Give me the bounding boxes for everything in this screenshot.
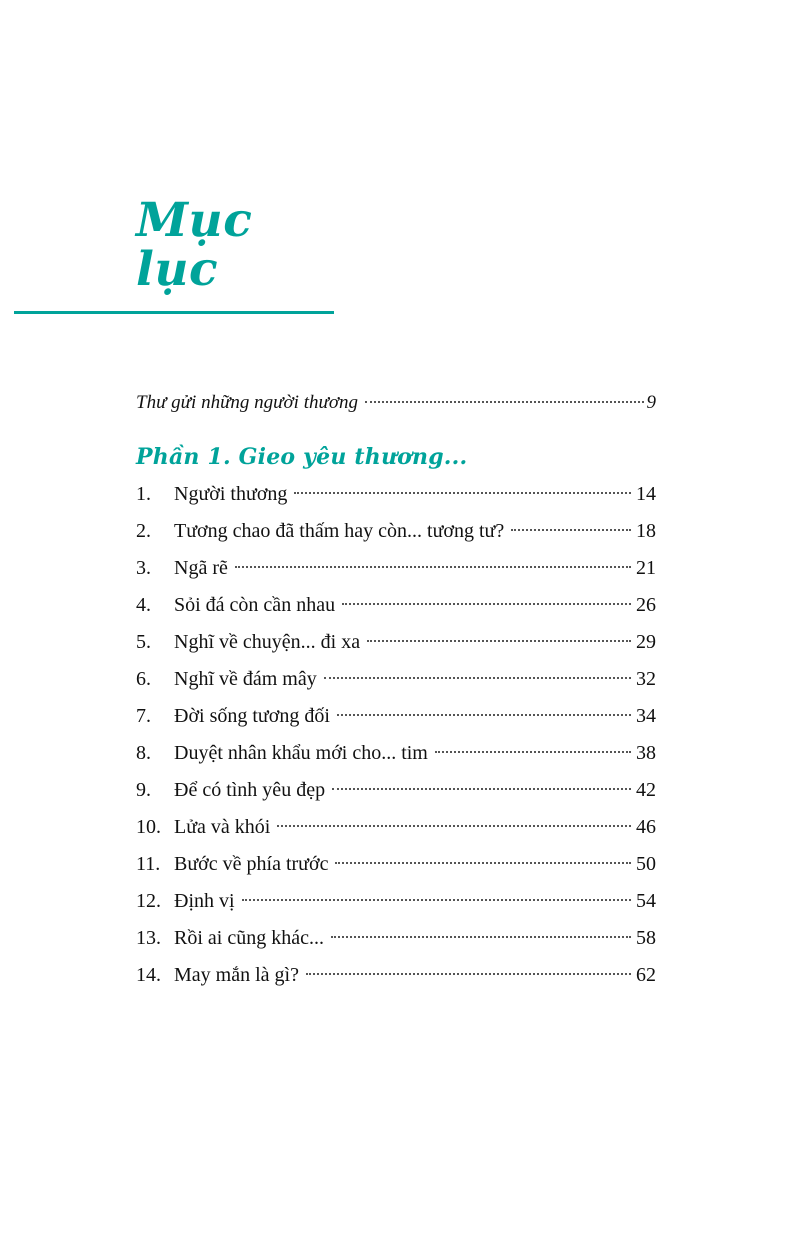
item-page: 46 [636, 816, 656, 838]
toc-preface-row[interactable] [136, 392, 656, 414]
item-number: 12. [136, 890, 161, 912]
title-block [0, 193, 340, 314]
list-item[interactable] [136, 891, 656, 911]
item-label: Sỏi đá còn cần nhau [174, 594, 336, 616]
page-title: Mục lục [136, 193, 253, 298]
item-label: Tương chao đã thấm hay còn... tương tư? [174, 520, 505, 542]
list-item[interactable] [136, 558, 656, 578]
item-number: 9. [136, 779, 151, 801]
item-number: 10. [136, 816, 161, 838]
list-item[interactable] [136, 854, 656, 874]
leader-dots [332, 788, 631, 790]
item-page: 21 [636, 557, 656, 579]
item-page: 62 [636, 964, 656, 986]
item-number: 4. [136, 594, 151, 616]
item-label: Định vị [174, 890, 235, 912]
item-label: Nghĩ về chuyện... đi xa [174, 631, 361, 653]
item-number: 3. [136, 557, 151, 579]
title-divider [14, 311, 334, 314]
list-item[interactable] [136, 706, 656, 726]
item-label: May mắn là gì? [174, 964, 299, 986]
item-label: Người thương [174, 483, 288, 505]
list-item[interactable] [136, 669, 656, 689]
leader-dots [365, 401, 644, 403]
leader-dots [324, 677, 631, 679]
toc-preface-label: Thư gửi những người thương [136, 392, 358, 413]
toc-part-heading: Phần 1. Gieo yêu thương... [136, 444, 468, 470]
item-page: 34 [636, 705, 656, 727]
item-number: 2. [136, 520, 151, 542]
list-item[interactable] [136, 965, 656, 985]
item-page: 29 [636, 631, 656, 653]
list-item[interactable] [136, 595, 656, 615]
list-item[interactable] [136, 743, 656, 763]
list-item[interactable] [136, 632, 656, 652]
item-number: 5. [136, 631, 151, 653]
item-page: 58 [636, 927, 656, 949]
list-item[interactable] [136, 817, 656, 837]
item-page: 26 [636, 594, 656, 616]
toc-preface-page: 9 [646, 392, 656, 413]
leader-dots [511, 529, 631, 531]
item-page: 14 [636, 483, 656, 505]
leader-dots [242, 899, 631, 901]
leader-dots [331, 936, 631, 938]
toc-entries [136, 392, 656, 1002]
item-number: 11. [136, 853, 161, 875]
item-label: Nghĩ về đám mây [174, 668, 317, 690]
item-number: 13. [136, 927, 161, 949]
leader-dots [435, 751, 631, 753]
item-number: 6. [136, 668, 151, 690]
leader-dots [306, 973, 631, 975]
item-label: Duyệt nhân khẩu mới cho... tim [174, 742, 428, 764]
list-item[interactable] [136, 521, 656, 541]
leader-dots [337, 714, 631, 716]
item-label: Để có tình yêu đẹp [174, 779, 326, 801]
item-page: 32 [636, 668, 656, 690]
item-page: 50 [636, 853, 656, 875]
item-number: 8. [136, 742, 151, 764]
leader-dots [335, 862, 631, 864]
item-page: 54 [636, 890, 656, 912]
item-label: Lửa và khói [174, 816, 271, 838]
item-label: Ngã rẽ [174, 557, 228, 579]
item-label: Rồi ai cũng khác... [174, 927, 324, 949]
item-number: 7. [136, 705, 151, 727]
item-label: Đời sống tương đối [174, 705, 330, 727]
leader-dots [294, 492, 631, 494]
leader-dots [277, 825, 631, 827]
item-number: 1. [136, 483, 151, 505]
item-number: 14. [136, 964, 161, 986]
item-label: Bước về phía trước [174, 853, 329, 875]
list-item[interactable] [136, 780, 656, 800]
leader-dots [367, 640, 631, 642]
item-page: 18 [636, 520, 656, 542]
leader-dots [342, 603, 631, 605]
leader-dots [235, 566, 631, 568]
item-page: 42 [636, 779, 656, 801]
list-item[interactable] [136, 928, 656, 948]
item-page: 38 [636, 742, 656, 764]
list-item[interactable] [136, 484, 656, 504]
